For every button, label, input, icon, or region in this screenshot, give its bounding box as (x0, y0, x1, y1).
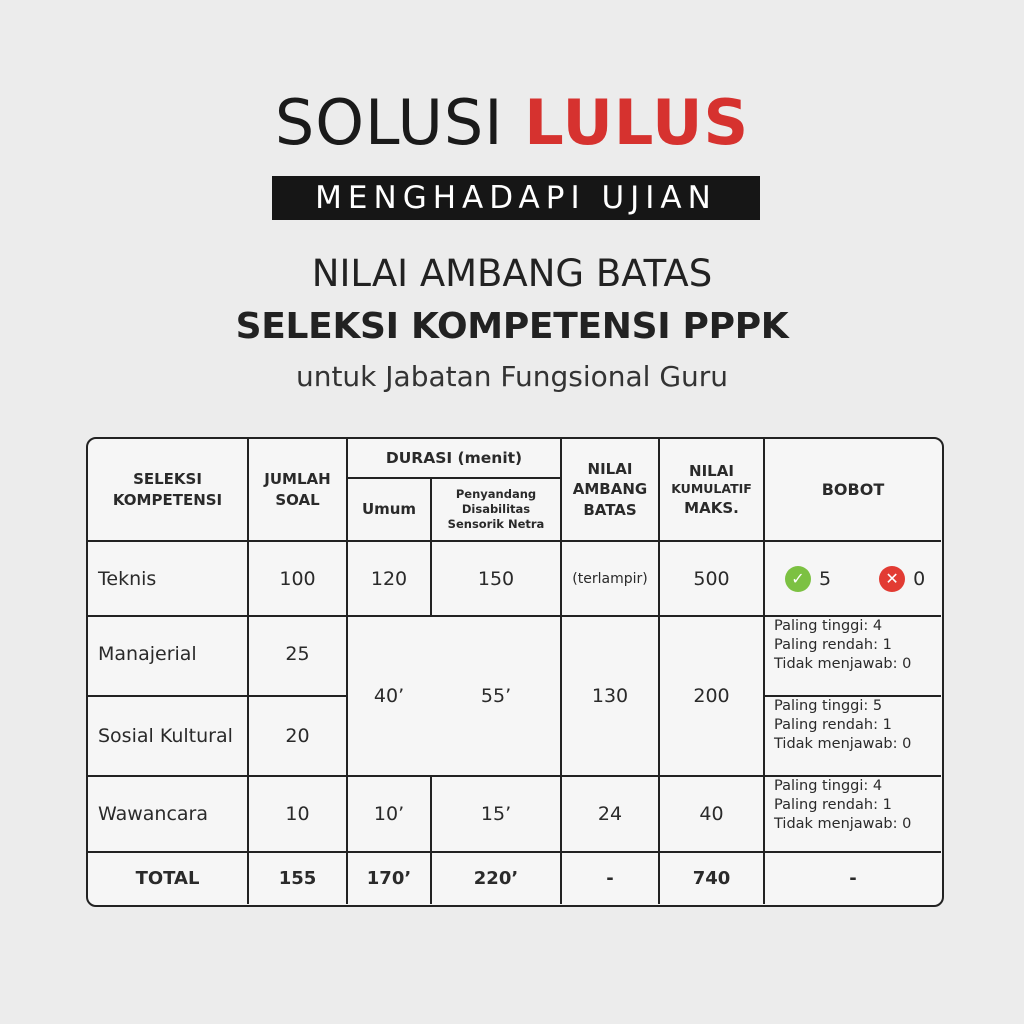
row-total-name: TOTAL (135, 868, 200, 889)
row-manajerial-jumlah: 25 (285, 643, 310, 665)
row-wawancara-umum: 10’ (373, 803, 405, 825)
tagline: MENGHADAPI UJIAN (272, 176, 760, 220)
row-teknis-bobot (765, 542, 941, 615)
bobot-line: Paling tinggi: 5 (774, 698, 883, 714)
row-sosial-jumlah: 20 (285, 725, 310, 747)
header-kumulatif-2: KUMULATIF (671, 481, 752, 497)
header-kumulatif-1: NILAI (689, 461, 734, 480)
row-teknis-disabilitas: 150 (477, 567, 515, 590)
merged-ambang: 130 (591, 685, 629, 707)
row-manajerial-bobot (765, 617, 941, 695)
row-teknis-umum: 120 (370, 567, 408, 590)
header-disabilitas: Penyandang Disabilitas Sensorik Netra (447, 487, 545, 531)
brand-part1: SOLUSI (274, 86, 504, 159)
row-wawancara-kumulatif: 40 (699, 803, 724, 825)
bobot-line: Paling tinggi: 4 (774, 618, 883, 634)
brand-part2: LULUS (524, 86, 750, 159)
row-manajerial-name: Manajerial (98, 643, 197, 665)
bobot-salah-value: 0 (913, 567, 926, 590)
page-caption: untuk Jabatan Fungsional Guru (295, 360, 729, 393)
merged-kumulatif: 200 (693, 685, 730, 707)
row-total-umum: 170’ (366, 868, 412, 889)
merged-disabilitas: 55’ (480, 685, 512, 707)
row-total-kumulatif: 740 (692, 868, 731, 889)
header-seleksi: SELEKSI KOMPETENSI (112, 470, 223, 509)
bobot-line: Paling rendah: 1 (774, 796, 892, 813)
row-total-jumlah: 155 (278, 868, 317, 889)
row-wawancara-jumlah: 10 (285, 803, 310, 825)
page-title: NILAI AMBANG BATAS (311, 252, 713, 295)
row-total-disabilitas: 220’ (473, 868, 519, 889)
bobot-line: Paling tinggi: 4 (774, 778, 883, 794)
merged-umum: 40’ (373, 685, 405, 707)
row-sosial-name: Sosial Kultural (98, 725, 233, 747)
row-total-bobot: - (849, 868, 857, 889)
header-jumlah: JUMLAH SOAL (264, 470, 331, 509)
row-sosial-bobot (765, 697, 941, 775)
bobot-line: Tidak menjawab: 0 (774, 815, 912, 832)
brand-logo (0, 86, 1024, 159)
row-wawancara-name: Wawancara (98, 803, 208, 825)
row-total-ambang: - (606, 868, 614, 889)
row-teknis-kumulatif: 500 (693, 567, 730, 590)
header-ambang: NILAI AMBANG BATAS (572, 460, 648, 519)
row-wawancara-ambang: 24 (597, 803, 623, 825)
check-circle-icon: ✓ (785, 566, 811, 592)
header-kumulatif-3: MAKS. (684, 498, 739, 517)
bobot-line: Tidak menjawab: 0 (774, 735, 912, 752)
header-kumulatif (660, 439, 763, 540)
header-umum: Umum (361, 500, 417, 519)
row-teknis-jumlah: 100 (279, 567, 316, 590)
bobot-line: Paling rendah: 1 (774, 636, 892, 653)
bobot-line: Tidak menjawab: 0 (774, 655, 912, 672)
header-bobot: BOBOT (821, 479, 885, 499)
page-subtitle: SELEKSI KOMPETENSI PPPK (235, 306, 789, 347)
header-durasi: DURASI (menit) (385, 448, 523, 467)
row-teknis-name: Teknis (98, 567, 157, 590)
row-wawancara-bobot (765, 777, 941, 851)
threshold-table (86, 437, 944, 907)
bobot-line: Paling rendah: 1 (774, 716, 892, 733)
row-wawancara-disabilitas: 15’ (480, 803, 512, 825)
bobot-benar-value: 5 (819, 567, 832, 590)
row-teknis-ambang: (terlampir) (572, 570, 648, 587)
x-circle-icon: ✕ (879, 566, 905, 592)
